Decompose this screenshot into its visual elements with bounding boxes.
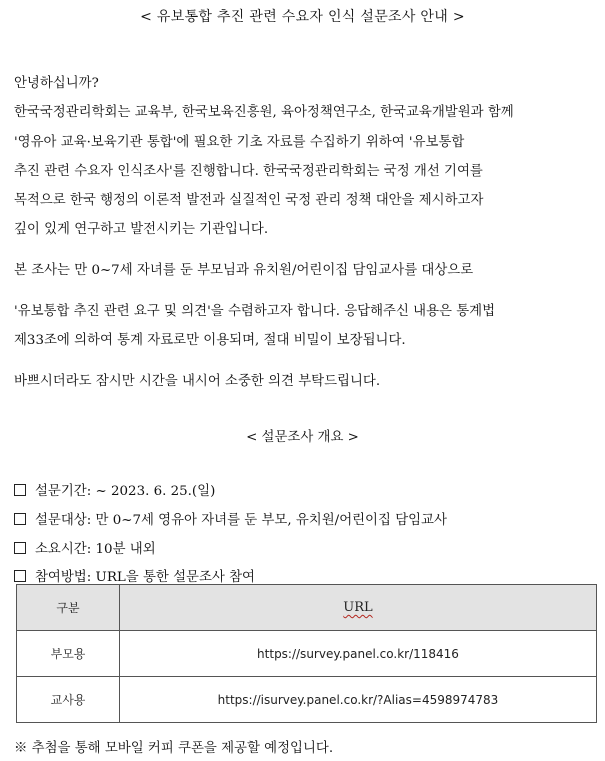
checkbox-icon	[14, 513, 26, 525]
checkbox-icon	[14, 542, 26, 554]
intro-paragraph-line-2: '영유아 교육·보육기관 통합'에 필요한 기초 자료를 수집하기 위하여 '유보통합	[14, 135, 465, 150]
parent-survey-link[interactable]: https://survey.panel.co.kr/118416	[120, 631, 597, 677]
table-header-url	[120, 585, 597, 631]
table-row	[17, 631, 597, 677]
overview-item-value: 10분 내외	[95, 542, 156, 557]
table-cell-category: 교사용	[17, 677, 120, 723]
table-header-row	[17, 585, 597, 631]
teacher-survey-link[interactable]: https://isurvey.panel.co.kr/?Alias=4598974783	[120, 677, 597, 723]
url-table	[16, 584, 597, 723]
overview-heading: < 설문조사 개요 >	[246, 430, 359, 445]
overview-item-value: URL을 통한 설문조사 참여	[95, 570, 255, 585]
overview-item-target: 설문대상: 만 0~7세 영유아 자녀를 둔 부모, 유치원/어린이집 담임교사	[14, 509, 447, 528]
table-header-category: 구분	[17, 585, 120, 631]
survey-target-paragraph: 본 조사는 만 0~7세 자녀를 둔 부모님과 유치원/어린이집 담임교사를 대상으로	[14, 263, 474, 278]
overview-item-duration: 소요시간: 10분 내외	[14, 538, 156, 557]
page-title: < 유보통합 추진 관련 수요자 인식 설문조사 안내 >	[140, 9, 465, 25]
purpose-paragraph-line-2: 제33조에 의하여 통계 자료로만 이용되며, 절대 비밀이 보장됩니다.	[14, 333, 406, 348]
overview-item-label: 소요시간	[35, 542, 87, 557]
overview-item-method: 참여방법: URL을 통한 설문조사 참여	[14, 566, 255, 585]
overview-item-label: 참여방법	[35, 570, 87, 585]
checkbox-icon	[14, 570, 26, 582]
table-cell-category: 부모용	[17, 631, 120, 677]
overview-item-value: 만 0~7세 영유아 자녀를 둔 부모, 유치원/어린이집 담임교사	[95, 513, 447, 528]
overview-item-label: 설문기간	[35, 484, 87, 499]
intro-paragraph-line-3: 추진 관련 수요자 인식조사'를 진행합니다. 한국국정관리학회는 국정 개선 기여를	[14, 164, 483, 179]
intro-paragraph-line-5: 깊이 있게 연구하고 발전시키는 기관입니다.	[14, 222, 269, 237]
greeting: 안녕하십니까?	[14, 76, 99, 91]
overview-item-label: 설문대상	[35, 513, 87, 528]
overview-item-period: 설문기간: ~ 2023. 6. 25.(일)	[14, 480, 215, 499]
table-header-url-label: URL	[343, 600, 373, 615]
intro-paragraph-line-4: 목적으로 한국 행정의 이론적 발전과 실질적인 국정 관리 정책 대안을 제시하고자	[14, 193, 484, 208]
table-row	[17, 677, 597, 723]
footnote: ※ 추첨을 통해 모바일 커피 쿠폰을 제공할 예정입니다.	[14, 741, 334, 756]
overview-item-value: ~ 2023. 6. 25.(일)	[95, 484, 216, 499]
intro-paragraph-line-1: 한국국정관리학회는 교육부, 한국보육진흥원, 육아정책연구소, 한국교육개발원과 함께	[14, 105, 514, 120]
request-paragraph: 바쁘시더라도 잠시만 시간을 내시어 소중한 의견 부탁드립니다.	[14, 374, 381, 389]
checkbox-icon	[14, 484, 26, 496]
purpose-paragraph-line-1: '유보통합 추진 관련 요구 및 의견'을 수렴하고자 합니다. 응답해주신 내용은 통계법	[14, 304, 496, 319]
